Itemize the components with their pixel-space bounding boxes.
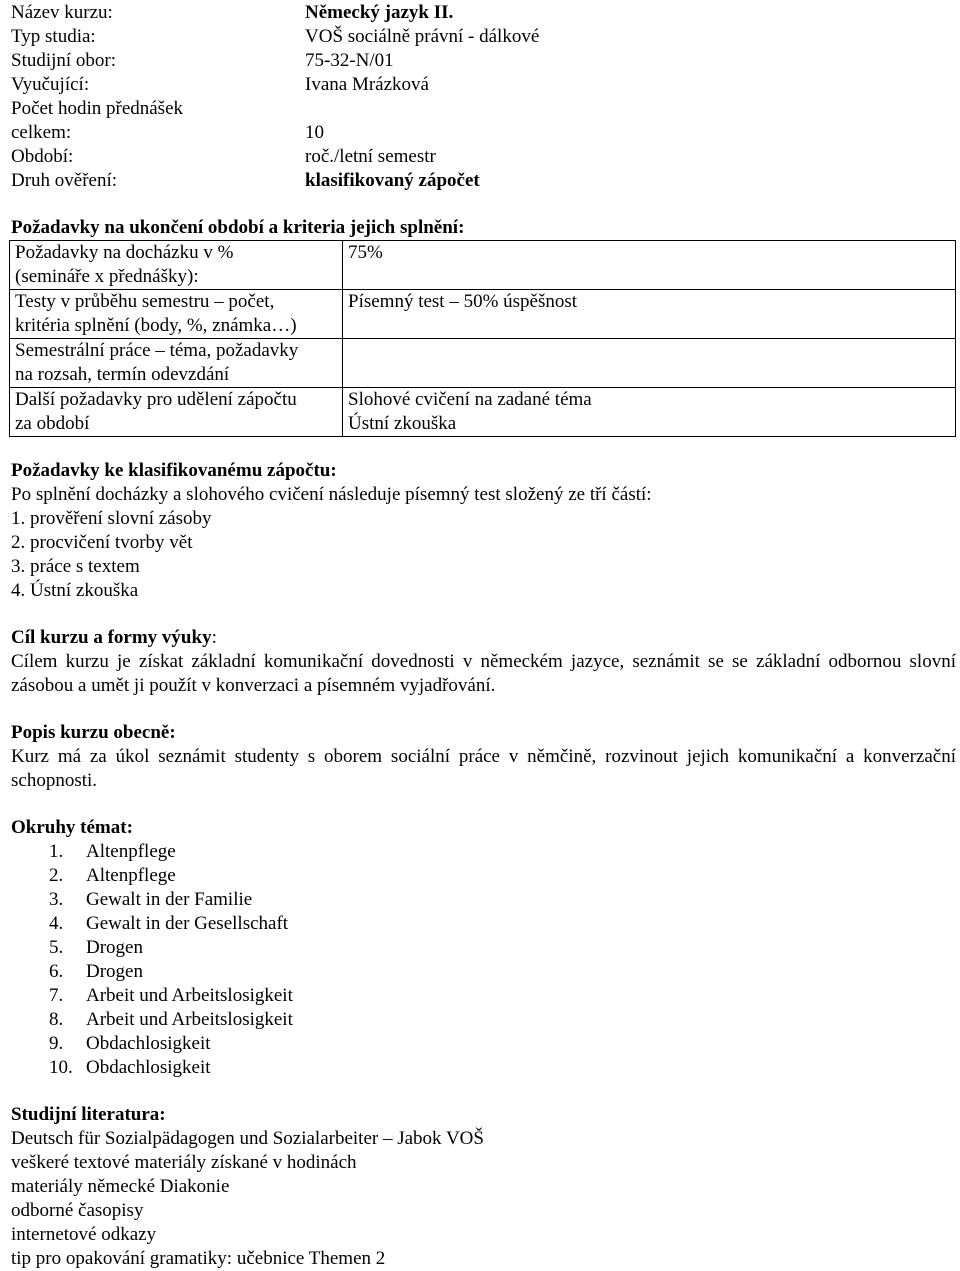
assessment-type-row bbox=[11, 169, 956, 193]
literature-section bbox=[11, 1103, 956, 1271]
description-section bbox=[11, 721, 956, 793]
list-number: 5. bbox=[49, 937, 64, 958]
list-item bbox=[11, 936, 956, 960]
list-number: 4. bbox=[49, 913, 64, 934]
study-field-row bbox=[11, 49, 956, 73]
goal-text: Cílem kurzu je získat základní komunikační dovednosti v německém jazyce, seznámit se se základní odbornou slovní zásobou a umět ji použít v konverzaci a písemném vyjadřování. bbox=[11, 651, 956, 696]
requirements-heading: Požadavky na ukončení období a kriteria jejich splnění: bbox=[11, 217, 465, 238]
table-row bbox=[10, 388, 956, 437]
list-text: Obdachlosigkeit bbox=[86, 1033, 211, 1054]
goal-section bbox=[11, 626, 956, 698]
study-type-label: Typ studia: bbox=[11, 26, 96, 47]
list-number: 9. bbox=[49, 1033, 64, 1054]
period-row bbox=[11, 145, 956, 169]
table-row bbox=[10, 290, 956, 339]
topics-heading: Okruhy témat: bbox=[11, 817, 133, 838]
credit-item: 2. procvičení tvorby vět bbox=[11, 532, 193, 553]
table-cell-value bbox=[343, 339, 956, 388]
list-number: 3. bbox=[49, 889, 64, 910]
total-hours-value: 10 bbox=[305, 122, 324, 143]
literature-heading: Studijní literatura: bbox=[11, 1104, 166, 1125]
list-text: Arbeit und Arbeitslosigkeit bbox=[86, 1009, 293, 1030]
credit-intro: Po splnění docházky a slohového cvičení následuje písemný test složený ze tří částí: bbox=[11, 484, 652, 505]
teacher-label: Vyučující: bbox=[11, 74, 90, 95]
assessment-type-label: Druh ověření: bbox=[11, 170, 118, 191]
lecture-hours-label: Počet hodin přednášek bbox=[11, 98, 184, 119]
tests-value: Písemný test – 50% úspěšnost bbox=[348, 291, 578, 312]
course-syllabus bbox=[11, 1, 956, 1271]
semestral-work-label: Semestrální práce – téma, požadavky bbox=[15, 340, 299, 361]
attendance-value: 75% bbox=[348, 242, 383, 263]
literature-item: internetové odkazy bbox=[11, 1224, 157, 1245]
course-info bbox=[11, 1, 956, 193]
literature-item: tip pro opakování gramatiky: učebnice Themen 2 bbox=[11, 1248, 386, 1269]
credit-item: 3. práce s textem bbox=[11, 556, 140, 577]
table-cell-label bbox=[10, 290, 343, 339]
lecture-hours-row bbox=[11, 97, 956, 121]
list-number: 10. bbox=[49, 1057, 73, 1078]
credit-heading: Požadavky ke klasifikovanému zápočtu: bbox=[11, 460, 337, 481]
other-requirements-label-2: za období bbox=[15, 413, 90, 434]
list-text: Gewalt in der Familie bbox=[86, 889, 253, 910]
list-text: Drogen bbox=[86, 961, 143, 982]
list-text: Gewalt in der Gesellschaft bbox=[86, 913, 289, 934]
study-field-label: Studijní obor: bbox=[11, 50, 117, 71]
list-item bbox=[11, 1032, 956, 1056]
requirements-table bbox=[9, 240, 956, 437]
literature-item: odborné časopisy bbox=[11, 1200, 144, 1221]
table-row bbox=[10, 241, 956, 290]
attendance-label-2: (semináře x přednášky): bbox=[15, 266, 199, 287]
course-name-row bbox=[11, 1, 956, 25]
list-text: Drogen bbox=[86, 937, 143, 958]
tests-label-2: kritéria splnění (body, %, známka…) bbox=[15, 315, 297, 336]
list-item bbox=[11, 984, 956, 1008]
attendance-label: Požadavky na docházku v % bbox=[15, 242, 234, 263]
semestral-work-label-2: na rozsah, termín odevzdání bbox=[15, 364, 230, 385]
study-type-row bbox=[11, 25, 956, 49]
list-item bbox=[11, 864, 956, 888]
list-item bbox=[11, 1008, 956, 1032]
period-label: Období: bbox=[11, 146, 74, 167]
topics-section bbox=[11, 816, 956, 1080]
table-cell-value bbox=[343, 241, 956, 290]
list-number: 2. bbox=[49, 865, 64, 886]
list-number: 6. bbox=[49, 961, 64, 982]
table-row bbox=[10, 339, 956, 388]
study-field-value: 75-32-N/01 bbox=[305, 50, 394, 71]
table-cell-label bbox=[10, 339, 343, 388]
goal-heading-colon: : bbox=[211, 627, 217, 648]
literature-item: materiály německé Diakonie bbox=[11, 1176, 230, 1197]
description-heading: Popis kurzu obecně: bbox=[11, 722, 176, 743]
literature-item: Deutsch für Sozialpädagogen und Sozialarbeiter – Jabok VOŠ bbox=[11, 1128, 484, 1149]
table-cell-value bbox=[343, 388, 956, 437]
list-item bbox=[11, 912, 956, 936]
table-cell-label bbox=[10, 241, 343, 290]
list-number: 7. bbox=[49, 985, 64, 1006]
table-cell-value bbox=[343, 290, 956, 339]
study-type-value: VOŠ sociálně právní - dálkové bbox=[305, 26, 540, 47]
list-text: Arbeit und Arbeitslosigkeit bbox=[86, 985, 293, 1006]
other-requirements-value-2: Ústní zkouška bbox=[348, 413, 457, 434]
literature-item: veškeré textové materiály získané v hodinách bbox=[11, 1152, 357, 1173]
total-hours-row bbox=[11, 121, 956, 145]
list-text: Altenpflege bbox=[86, 865, 176, 886]
assessment-type-value: klasifikovaný zápočet bbox=[305, 170, 480, 191]
list-number: 8. bbox=[49, 1009, 64, 1030]
credit-item: 1. prověření slovní zásoby bbox=[11, 508, 212, 529]
credit-section bbox=[11, 459, 956, 603]
list-item bbox=[11, 960, 956, 984]
total-hours-label: celkem: bbox=[11, 122, 72, 143]
description-text: Kurz má za úkol seznámit studenty s oborem sociální práce v němčině, rozvinout jejich komunikační a konverzační schopnosti. bbox=[11, 746, 956, 791]
course-name-value: Německý jazyk II. bbox=[305, 2, 454, 23]
other-requirements-value: Slohové cvičení na zadané téma bbox=[348, 389, 592, 410]
goal-heading: Cíl kurzu a formy výuky bbox=[11, 627, 212, 648]
list-item bbox=[11, 1056, 956, 1080]
topics-list bbox=[11, 840, 956, 1080]
teacher-row bbox=[11, 73, 956, 97]
period-value: roč./letní semestr bbox=[305, 146, 436, 167]
list-text: Altenpflege bbox=[86, 841, 176, 862]
list-item bbox=[11, 840, 956, 864]
list-text: Obdachlosigkeit bbox=[86, 1057, 211, 1078]
list-number: 1. bbox=[49, 841, 64, 862]
goal-heading-line bbox=[11, 626, 956, 650]
credit-item: 4. Ústní zkouška bbox=[11, 580, 139, 601]
course-name-label: Název kurzu: bbox=[11, 2, 113, 23]
tests-label: Testy v průběhu semestru – počet, bbox=[15, 291, 275, 312]
teacher-value: Ivana Mrázková bbox=[305, 74, 429, 95]
table-cell-label bbox=[10, 388, 343, 437]
other-requirements-label: Další požadavky pro udělení zápočtu bbox=[15, 389, 297, 410]
list-item bbox=[11, 888, 956, 912]
